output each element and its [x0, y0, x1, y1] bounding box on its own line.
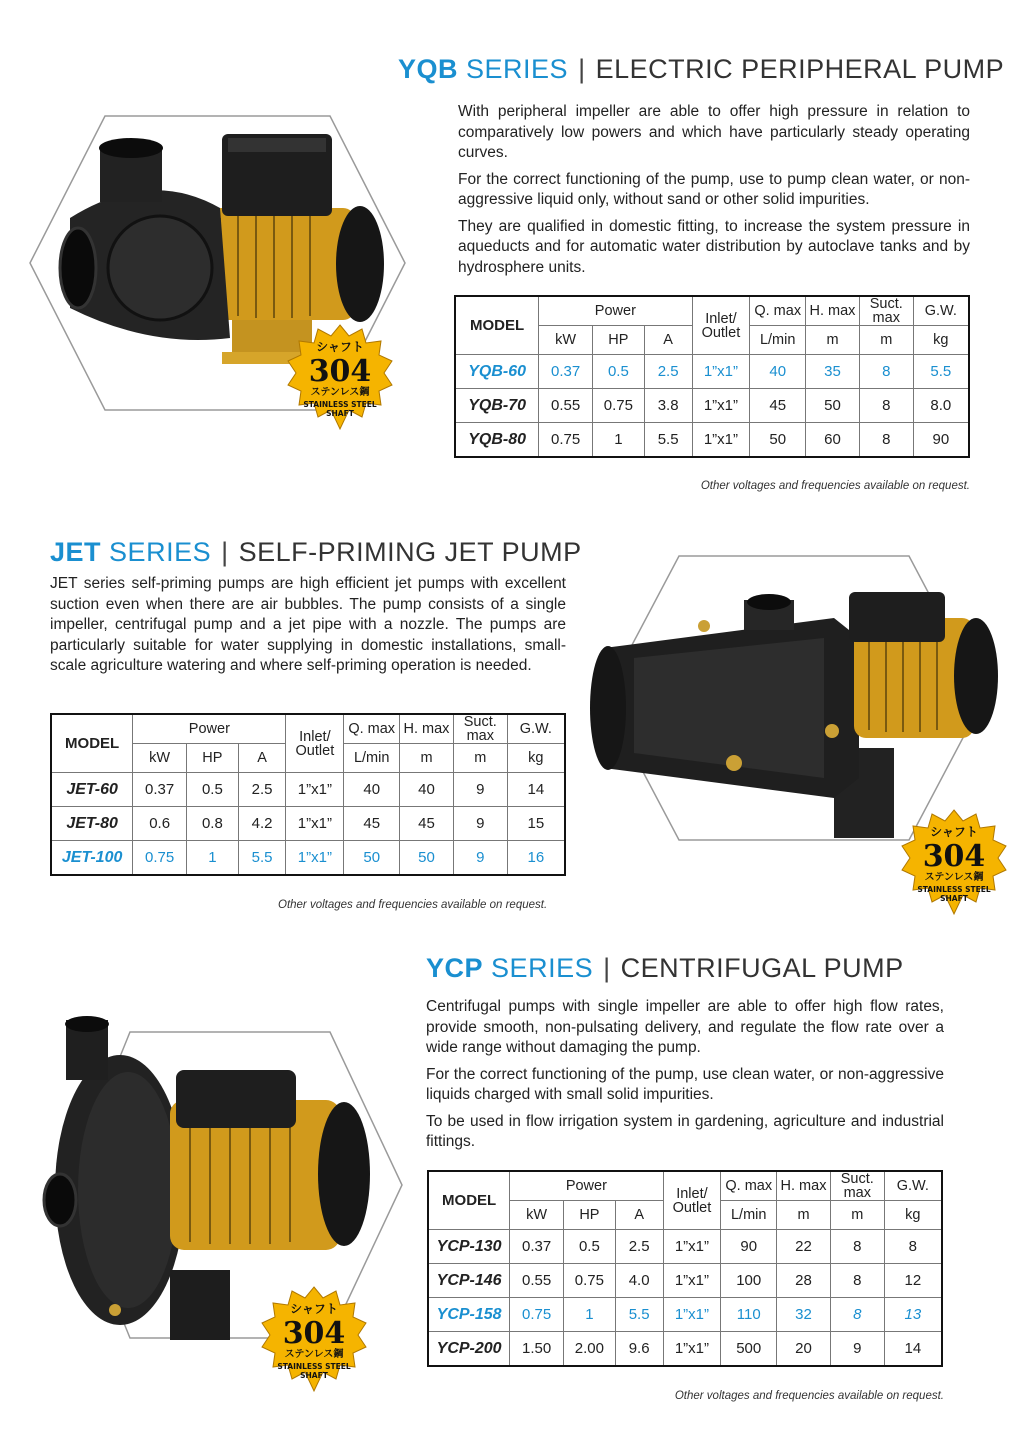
cell-a: 4.0 — [615, 1264, 663, 1298]
cell-gw: 12 — [884, 1264, 942, 1298]
cell-gw: 16 — [507, 841, 565, 876]
table-row — [51, 807, 565, 841]
cell-inlet: 1”x1” — [692, 423, 750, 458]
header-inlet-outlet: Inlet/ Outlet — [692, 296, 750, 355]
cell-h: 28 — [777, 1264, 831, 1298]
cell-gw: 8.0 — [913, 389, 969, 423]
header-model: MODEL — [51, 714, 133, 773]
cell-suct: 8 — [830, 1264, 884, 1298]
cell-a: 2.5 — [238, 773, 286, 807]
badge-jp-text: ステンレス鋼 — [924, 872, 984, 883]
cell-h: 60 — [806, 423, 860, 458]
header-kw: kW — [539, 326, 593, 355]
ycp-heading — [426, 953, 904, 984]
paragraph: With peripheral impeller are able to offer high pressure in relation to comparatively low powers and which have particularly steady operating curves. — [458, 103, 970, 161]
table-row — [428, 1264, 942, 1298]
stainless-steel-shaft-badge — [260, 1285, 368, 1393]
cell-q: 100 — [721, 1264, 777, 1298]
paragraph: They are qualified in domestic fitting, to increase the system pressure in aqueducts and for automatic water distribution by autoclave tanks and by hydrosphere units. — [458, 217, 970, 276]
header-h-max: H. max — [777, 1171, 831, 1201]
series-code: YQB — [398, 54, 459, 84]
header-kw: kW — [510, 1201, 564, 1230]
cell-a: 9.6 — [615, 1332, 663, 1367]
series-word: SERIES — [491, 953, 594, 983]
cell-inlet: 1”x1” — [286, 807, 344, 841]
cell-gw: 15 — [507, 807, 565, 841]
cell-model: JET-60 — [51, 773, 133, 807]
unit-m: m — [830, 1201, 884, 1230]
header-q-max: Q. max — [721, 1171, 777, 1201]
yqb-spec-table — [454, 295, 970, 458]
unit-m: m — [806, 326, 860, 355]
badge-en-text: STAINLESS STEEL — [917, 885, 991, 894]
paragraph: For the correct functioning of the pump, use clean water, or non-aggressive liquids charged with small solid impurities. — [426, 1065, 944, 1103]
cell-inlet: 1”x1” — [663, 1298, 721, 1332]
stainless-steel-shaft-badge — [900, 808, 1008, 916]
header-hp: HP — [564, 1201, 616, 1230]
cell-suct: 8 — [859, 423, 913, 458]
cell-hp: 0.8 — [187, 807, 239, 841]
header-hp: HP — [592, 326, 644, 355]
cell-inlet: 1”x1” — [286, 773, 344, 807]
paragraph: For the correct functioning of the pump, use to pump clean water, or non-aggressive liquid only, without sand or other solid impurities. — [458, 170, 970, 208]
series-subtitle: SELF-PRIMING JET PUMP — [238, 537, 582, 567]
header-inlet-outlet: Inlet/ Outlet — [663, 1171, 721, 1230]
unit-kg: kg — [884, 1201, 942, 1230]
header-suct-max: Suct. max — [830, 1171, 884, 1201]
cell-kw: 1.50 — [510, 1332, 564, 1367]
header-a: A — [615, 1201, 663, 1230]
badge-jp-text: ステンレス鋼 — [310, 387, 370, 398]
cell-suct: 8 — [859, 389, 913, 423]
cell-inlet: 1”x1” — [663, 1230, 721, 1264]
table-row — [51, 841, 565, 876]
cell-q: 90 — [721, 1230, 777, 1264]
cell-gw: 90 — [913, 423, 969, 458]
cell-kw: 0.37 — [133, 773, 187, 807]
cell-a: 5.5 — [615, 1298, 663, 1332]
header-q-max: Q. max — [750, 296, 806, 326]
cell-q: 50 — [344, 841, 400, 876]
header-hp: HP — [187, 744, 239, 773]
header-h-max: H. max — [400, 714, 454, 744]
yqb-footnote: Other voltages and frequencies available on request. — [700, 480, 970, 492]
cell-suct: 9 — [453, 773, 507, 807]
cell-hp: 1 — [592, 423, 644, 458]
badge-number: 304 — [922, 839, 986, 874]
cell-kw: 0.75 — [539, 423, 593, 458]
cell-gw: 13 — [884, 1298, 942, 1332]
cell-a: 5.5 — [644, 423, 692, 458]
header-suct-max: Suct. max — [859, 296, 913, 326]
badge-en-text-2: SHAFT — [940, 894, 968, 903]
table-row — [428, 1298, 942, 1332]
cell-h: 22 — [777, 1230, 831, 1264]
cell-kw: 0.37 — [510, 1230, 564, 1264]
badge-en-text-2: SHAFT — [300, 1371, 328, 1380]
cell-hp: 2.00 — [564, 1332, 616, 1367]
cell-q: 40 — [344, 773, 400, 807]
cell-q: 500 — [721, 1332, 777, 1367]
heading-separator: | — [603, 953, 611, 983]
unit-m: m — [777, 1201, 831, 1230]
cell-q: 45 — [344, 807, 400, 841]
badge-number: 304 — [282, 1316, 346, 1351]
cell-h: 32 — [777, 1298, 831, 1332]
yqb-heading — [398, 54, 1004, 85]
cell-kw: 0.37 — [539, 355, 593, 389]
unit-kg: kg — [507, 744, 565, 773]
cell-model: YQB-60 — [455, 355, 539, 389]
table-row — [51, 773, 565, 807]
table-row — [455, 389, 969, 423]
cell-hp: 0.5 — [592, 355, 644, 389]
cell-model: YCP-130 — [428, 1230, 510, 1264]
cell-a: 2.5 — [644, 355, 692, 389]
cell-kw: 0.75 — [510, 1298, 564, 1332]
series-word: SERIES — [466, 54, 569, 84]
unit-l-min: L/min — [750, 326, 806, 355]
cell-hp: 1 — [187, 841, 239, 876]
header-h-max: H. max — [806, 296, 860, 326]
cell-h: 45 — [400, 807, 454, 841]
header-a: A — [238, 744, 286, 773]
unit-kg: kg — [913, 326, 969, 355]
header-model: MODEL — [455, 296, 539, 355]
badge-en-text: STAINLESS STEEL — [277, 1362, 351, 1371]
yqb-description — [458, 102, 970, 284]
jet-heading — [50, 537, 582, 568]
cell-gw: 14 — [507, 773, 565, 807]
header-inlet-outlet: Inlet/ Outlet — [286, 714, 344, 773]
ycp-description — [426, 997, 944, 1159]
paragraph: To be used in flow irrigation system in gardening, agriculture and industrial fittings. — [426, 1112, 944, 1150]
cell-h: 35 — [806, 355, 860, 389]
series-subtitle: CENTRIFUGAL PUMP — [620, 953, 904, 983]
header-gw: G.W. — [507, 714, 565, 744]
table-row — [428, 1230, 942, 1264]
table-row — [428, 1332, 942, 1367]
cell-h: 50 — [400, 841, 454, 876]
ycp-footnote: Other voltages and frequencies available on request. — [674, 1390, 944, 1402]
cell-hp: 0.75 — [592, 389, 644, 423]
paragraph: JET series self-priming pumps are high efficient jet pumps with excellent suction even when there are air bubbles. The pump consists of a single impeller, centrifugal pump and a jet pipe with a nozzle. The pumps are particularly suitable for water supplying in domestic installations, small-scale agriculture watering and where self-priming operation is needed. — [50, 575, 566, 674]
badge-en-text: STAINLESS STEEL — [303, 400, 377, 409]
badge-top-text: シャフト — [290, 1302, 338, 1316]
badge-number: 304 — [308, 354, 372, 389]
ycp-spec-table — [427, 1170, 943, 1367]
cell-h: 50 — [806, 389, 860, 423]
cell-inlet: 1”x1” — [692, 355, 750, 389]
cell-gw: 8 — [884, 1230, 942, 1264]
header-q-max: Q. max — [344, 714, 400, 744]
cell-a: 2.5 — [615, 1230, 663, 1264]
cell-h: 20 — [777, 1332, 831, 1367]
cell-hp: 0.5 — [564, 1230, 616, 1264]
series-word: SERIES — [109, 537, 212, 567]
cell-a: 4.2 — [238, 807, 286, 841]
cell-inlet: 1”x1” — [692, 389, 750, 423]
cell-model: JET-80 — [51, 807, 133, 841]
cell-hp: 1 — [564, 1298, 616, 1332]
cell-suct: 9 — [453, 807, 507, 841]
unit-l-min: L/min — [344, 744, 400, 773]
cell-hp: 0.75 — [564, 1264, 616, 1298]
table-row — [455, 355, 969, 389]
jet-description — [50, 574, 566, 683]
cell-model: JET-100 — [51, 841, 133, 876]
cell-model: YCP-146 — [428, 1264, 510, 1298]
cell-gw: 14 — [884, 1332, 942, 1367]
cell-suct: 8 — [830, 1298, 884, 1332]
header-model: MODEL — [428, 1171, 510, 1230]
table-row — [455, 423, 969, 458]
cell-hp: 0.5 — [187, 773, 239, 807]
cell-q: 40 — [750, 355, 806, 389]
header-a: A — [644, 326, 692, 355]
cell-model: YQB-70 — [455, 389, 539, 423]
cell-kw: 0.6 — [133, 807, 187, 841]
header-kw: kW — [133, 744, 187, 773]
cell-model: YCP-200 — [428, 1332, 510, 1367]
heading-separator: | — [221, 537, 229, 567]
stainless-steel-shaft-badge — [286, 323, 394, 431]
badge-jp-text: ステンレス鋼 — [284, 1349, 344, 1360]
cell-q: 50 — [750, 423, 806, 458]
cell-inlet: 1”x1” — [663, 1332, 721, 1367]
series-code: YCP — [426, 953, 484, 983]
badge-top-text: シャフト — [930, 825, 978, 839]
heading-separator: | — [578, 54, 586, 84]
badge-top-text: シャフト — [316, 340, 364, 354]
cell-inlet: 1”x1” — [286, 841, 344, 876]
cell-q: 110 — [721, 1298, 777, 1332]
cell-a: 3.8 — [644, 389, 692, 423]
header-power: Power — [133, 714, 286, 744]
cell-inlet: 1”x1” — [663, 1264, 721, 1298]
unit-m: m — [859, 326, 913, 355]
unit-m: m — [453, 744, 507, 773]
cell-suct: 8 — [830, 1230, 884, 1264]
cell-kw: 0.55 — [539, 389, 593, 423]
cell-model: YQB-80 — [455, 423, 539, 458]
paragraph: Centrifugal pumps with single impeller are able to offer high flow rates, provide smooth, non-pulsating delivery, and regulate the flow rate over a wide range without damaging the pump. — [426, 998, 944, 1056]
cell-suct: 8 — [859, 355, 913, 389]
cell-q: 45 — [750, 389, 806, 423]
cell-gw: 5.5 — [913, 355, 969, 389]
header-power: Power — [510, 1171, 663, 1201]
cell-suct: 9 — [830, 1332, 884, 1367]
cell-kw: 0.55 — [510, 1264, 564, 1298]
jet-footnote: Other voltages and frequencies available on request. — [278, 899, 548, 911]
jet-spec-table — [50, 713, 566, 876]
unit-m: m — [400, 744, 454, 773]
cell-a: 5.5 — [238, 841, 286, 876]
header-gw: G.W. — [884, 1171, 942, 1201]
header-power: Power — [539, 296, 692, 326]
series-code: JET — [50, 537, 102, 567]
series-subtitle: ELECTRIC PERIPHERAL PUMP — [595, 54, 1005, 84]
cell-h: 40 — [400, 773, 454, 807]
badge-en-text-2: SHAFT — [326, 409, 354, 418]
cell-model: YCP-158 — [428, 1298, 510, 1332]
header-suct-max: Suct. max — [453, 714, 507, 744]
header-gw: G.W. — [913, 296, 969, 326]
cell-kw: 0.75 — [133, 841, 187, 876]
unit-l-min: L/min — [721, 1201, 777, 1230]
cell-suct: 9 — [453, 841, 507, 876]
